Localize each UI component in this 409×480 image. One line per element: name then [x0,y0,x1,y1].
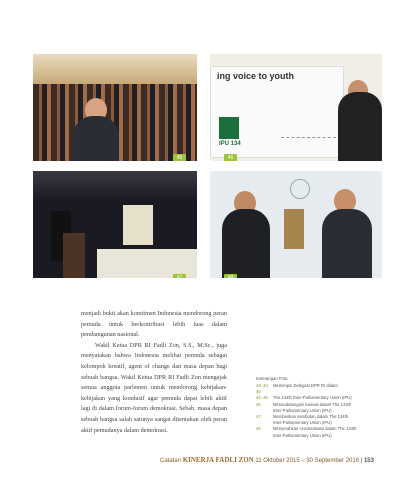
caption-text: Menandatangani kanvas dalam The 134th [273,401,352,407]
caption-text: Inter-Parliamentary Union (IPU) [273,407,332,413]
caption-text: Memberikan sambutan dalam The 134th [273,414,349,420]
souvenir-gift [284,209,304,249]
caption-row [256,383,384,395]
caption-number: 48 [256,426,261,432]
photo-captions [256,376,384,439]
page-number: 153 [363,458,374,464]
caption-number: 46 [256,401,261,407]
event-screen [123,205,153,245]
person-body [222,209,270,278]
article-body [81,309,227,436]
person-body [73,116,119,161]
ipu-emblem [290,179,310,199]
caption-text: The 134th Inter-Parliamentary Union (IPU) [273,395,352,401]
footer-dates: 11 Oktober 2015 – 30 September 2016 [255,458,360,464]
photo-number-badge: 47 [173,274,186,278]
footer-prefix: Catatan [160,458,182,464]
person-body [338,92,382,161]
photo-number-badge: 46 [224,154,237,161]
caption-number: 43, 44, 45 [256,383,269,395]
ipu-logo-text: IPU 134 [219,141,241,147]
caption-text: Menyerahkan cenderamata dalam The 134th [273,426,357,432]
caption-number: 44, 45 [256,395,268,401]
banner-text: ing voice to youth [217,71,295,81]
photo-speech-podium [33,171,197,278]
signing-banner [210,66,344,158]
photo-conference-audience [33,54,197,161]
caption-row [256,433,384,439]
person-body [322,209,372,278]
caption-text: Inter-Parliamentary Union (IPU) [273,432,332,438]
paragraph: menjadi bukti akan komitmen Indonesia mendorong peran pemuda untuk berkontribusi lebih luas dalam pembangunan nasional. [81,310,227,339]
stage-lights [33,171,197,201]
captions-heading: Keterangan Foto: [256,376,289,381]
hall-ceiling [33,54,197,84]
photo-number-badge: 45 [173,154,186,161]
caption-number [256,433,273,439]
photo-signing-canvas [210,54,382,161]
footer-brand: KINERJA FADLI ZON [182,456,254,464]
photo-souvenir-handover [210,171,382,278]
page-footer [160,456,390,464]
ipu-logo [219,117,239,139]
caption-text: Memimpin Delegasi DPR RI dalam [273,383,338,388]
footer-separator: | [360,458,364,464]
paragraph: Wakil Ketua DPR RI Fadli Zon, S.S., M.Sc., juga menyatakan bahwa Indonesia melihat pemuda sebagai kelompok kreatif, agent of change dan masa depan bagi sebuah bangsa. Wakil Ketua DPR RI Fadli Zon mengajak semua anggota parlemen untuk mendorong kebijakan-kebijakan yang kondusif agar pemuda dapat lebih aktif lagi di dalam forum-forum demokrasi. Sebab, masa depan sebuah bangsa salah satunya sangat ditentukan oleh peran aktif pemudanya dalam demokrasi. [81,341,227,434]
caption-text: Inter-Parliamentary Union (IPU) [273,420,332,426]
photo-number-badge: 48 [224,274,237,278]
caption-number: 47 [256,414,261,420]
podium [63,233,85,278]
signature-area [281,97,336,138]
